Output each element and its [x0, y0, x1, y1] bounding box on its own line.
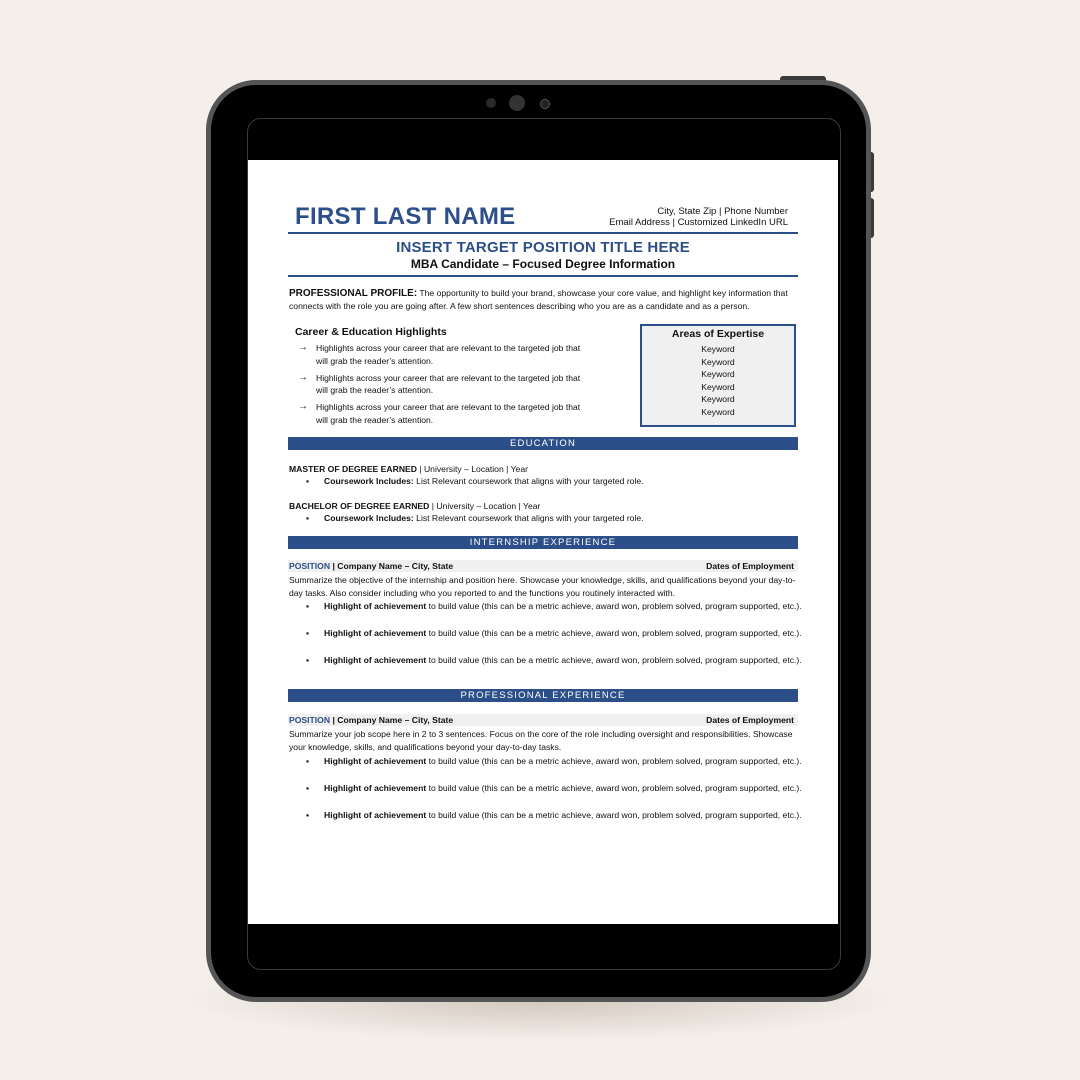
- bullet-icon: ▪: [306, 476, 310, 486]
- arrow-right-icon: →: [298, 371, 308, 383]
- coursework-item: [306, 475, 804, 488]
- degree-details: | University – Location | Year: [429, 501, 541, 511]
- expertise-keyword: Keyword: [701, 344, 735, 354]
- education-heading: EDUCATION: [288, 437, 798, 450]
- internship-summary: Summarize the objective of the internship and position here. Showcase your knowledge, skills, and qualifications beyond your day-to-day tasks. Also consider including who you reported to and the functions you routinely interacted with.: [289, 575, 796, 598]
- degree-line: [289, 463, 799, 475]
- achievement-item: ▪ Highlight of achievement to build value (this can be a metric achieve, award won, problem solved, program supported, etc.).: [306, 810, 802, 820]
- highlight-item: → Highlights across your career that are relevant to the targeted job that will grab the reader’s attention.: [298, 342, 581, 366]
- bullet-icon: ▪: [306, 756, 310, 766]
- professional-profile: [289, 287, 799, 312]
- degree-name: MASTER OF DEGREE EARNED: [289, 464, 417, 474]
- bullet-icon: ▪: [306, 810, 310, 820]
- expertise-keyword: Keyword: [701, 381, 735, 392]
- highlights-title: Career & Education Highlights: [295, 326, 447, 338]
- contact-info: [609, 206, 788, 228]
- company-info: | Company Name – City, State: [330, 715, 454, 725]
- camera-icon: [509, 95, 525, 111]
- expertise-title: Areas of Expertise: [671, 328, 765, 340]
- tablet-screen: [247, 118, 841, 970]
- position-label: POSITION: [289, 715, 331, 725]
- bullet-icon: ▪: [306, 655, 310, 665]
- coursework-text: List Relevant coursework that aligns with your targeted role.: [413, 476, 644, 486]
- contact-line-1: City, State Zip | Phone Number: [657, 206, 788, 217]
- expertise-keyword: Keyword: [701, 394, 735, 404]
- achievement-item: ▪ Highlight of achievement to build value (this can be a metric achieve, award won, problem solved, program supported, etc.).: [306, 628, 802, 638]
- internship-heading: INTERNSHIP EXPERIENCE: [288, 536, 798, 549]
- coursework-item: [306, 512, 804, 525]
- employment-dates: Dates of Employment: [706, 715, 794, 725]
- professional-heading: PROFESSIONAL EXPERIENCE: [288, 689, 798, 702]
- degree-name: BACHELOR OF DEGREE EARNED: [289, 501, 430, 511]
- coursework-text: List Relevant coursework that aligns with your targeted role.: [413, 513, 644, 523]
- resume-page: [248, 160, 838, 924]
- position-label: POSITION: [289, 561, 331, 571]
- tablet-device: [206, 80, 871, 1002]
- header-rule: [288, 232, 798, 234]
- areas-of-expertise-box: [640, 324, 796, 427]
- contact-line-2: Email Address | Customized LinkedIn URL: [609, 217, 788, 228]
- profile-label: PROFESSIONAL PROFILE:: [289, 288, 418, 299]
- arrow-right-icon: →: [298, 401, 308, 412]
- internship-job-bar: [288, 560, 798, 572]
- company-info: | Company Name – City, State: [330, 561, 454, 571]
- light-sensor-icon: [540, 99, 550, 109]
- expertise-keyword: Keyword: [701, 369, 735, 379]
- degree-line: [289, 500, 799, 512]
- subtitle-rule: [288, 275, 798, 277]
- bullet-icon: ▪: [306, 601, 310, 611]
- bullet-icon: ▪: [306, 628, 310, 638]
- achievement-item: ▪ Highlight of achievement to build value (this can be a metric achieve, award won, problem solved, program supported, etc.).: [306, 756, 802, 766]
- coursework-label: Coursework Includes:: [324, 513, 414, 523]
- highlights-list: [298, 342, 588, 431]
- professional-summary: Summarize your job scope here in 2 to 3 sentences. Focus on the core of the role including oversight and responsibilities. Showcase your knowledge, skills, and qualifications beyond your day-to-day tasks.: [289, 729, 793, 752]
- highlight-item: → Highlights across your career that are relevant to the targeted job that will grab the reader’s attention.: [298, 401, 581, 425]
- employment-dates: Dates of Employment: [706, 561, 794, 571]
- candidate-name: FIRST LAST NAME: [295, 203, 516, 230]
- bullet-icon: ▪: [306, 513, 310, 523]
- achievement-item: ▪ Highlight of achievement to build value (this can be a metric achieve, award won, problem solved, program supported, etc.).: [306, 655, 802, 665]
- expertise-keyword: Keyword: [701, 356, 735, 367]
- arrow-right-icon: →: [298, 342, 308, 353]
- profile-text: The opportunity to build your brand, showcase your core value, and highlight key information that connects with the role you are going after. A few short sentences describing who you are as a candidate and as a person.: [289, 288, 788, 311]
- degree-subtitle: MBA Candidate – Focused Degree Information: [410, 257, 676, 271]
- achievement-item: ▪ Highlight of achievement to build value (this can be a metric achieve, award won, problem solved, program supported, etc.).: [306, 601, 802, 611]
- achievement-item: ▪ Highlight of achievement to build value (this can be a metric achieve, award won, problem solved, program supported, etc.).: [306, 783, 802, 793]
- target-position-title: INSERT TARGET POSITION TITLE HERE: [396, 239, 690, 256]
- expertise-keyword: Keyword: [701, 406, 735, 417]
- sensor-icon: [486, 98, 496, 108]
- coursework-label: Coursework Includes:: [324, 476, 414, 486]
- professional-job-bar: [288, 714, 798, 726]
- bullet-icon: ▪: [306, 783, 310, 793]
- highlight-item: → Highlights across your career that are relevant to the targeted job that will grab the reader’s attention.: [298, 371, 581, 395]
- degree-details: | University – Location | Year: [416, 464, 528, 474]
